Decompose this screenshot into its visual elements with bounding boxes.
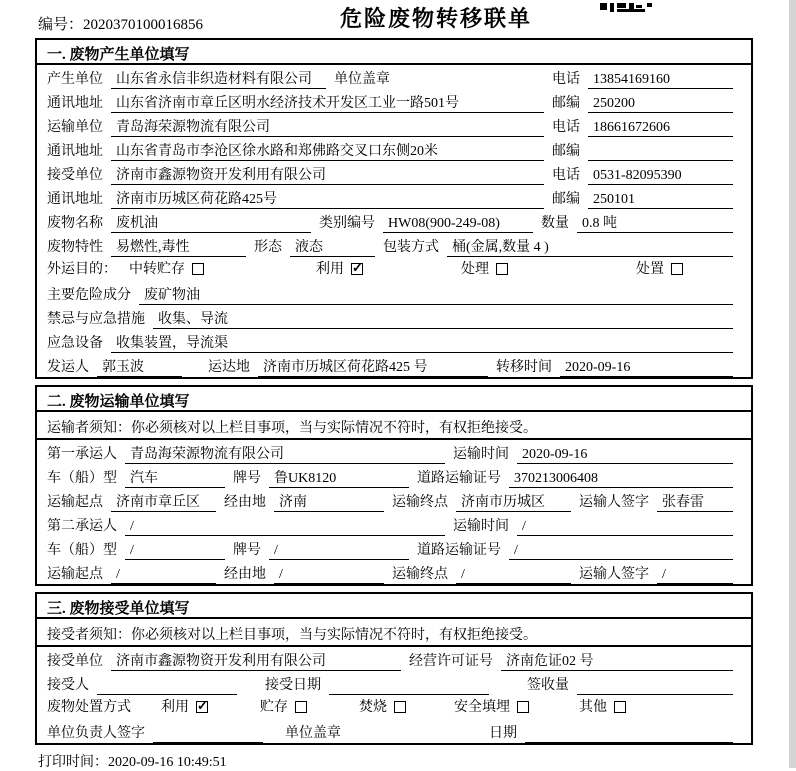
zip-label: 邮编: [552, 96, 580, 111]
manifest-form: [35, 38, 753, 745]
trait-label: 废物特性: [47, 240, 103, 255]
row-waste-trait: [37, 233, 751, 257]
sign2-value: /: [657, 566, 733, 584]
end-label: 运输终点: [392, 495, 448, 510]
checkbox-disposal-store: [295, 701, 307, 713]
checkbox-disposal-incinerate: [394, 701, 406, 713]
receive-date-label: 接受日期: [265, 678, 321, 693]
disposal-option-label: 贮存: [260, 699, 288, 715]
disposal-option-incinerate: [359, 698, 406, 717]
section-transporter-heading: 二. 废物运输单位填写: [37, 387, 751, 412]
produce-address-value: 山东省济南市章丘区明水经济技术开发区工业一路501号: [111, 95, 544, 113]
transport-zip-value: [588, 144, 733, 161]
destination-label: 运达地: [208, 360, 250, 375]
unit-seal-label: 单位盖章: [334, 72, 390, 87]
license1-value: 370213006408: [509, 470, 733, 488]
receive-zip-value: 250101: [588, 191, 733, 209]
destination-value: 济南市历城区荷花路425 号: [258, 359, 488, 377]
transfer-time-value: 2020-09-16: [560, 359, 733, 377]
hazard-value: 废矿物油: [139, 287, 733, 305]
row-purpose: [37, 257, 751, 281]
checkbox-disposal-utilize: [196, 701, 208, 713]
permit-value: 济南危证02 号: [501, 653, 733, 671]
hazard-label: 主要危险成分: [47, 288, 131, 303]
disposal-option-other: [579, 698, 626, 717]
row-receive-unit: [37, 161, 751, 185]
purpose-option-transfer-storage: [129, 260, 204, 279]
date-label: 日期: [489, 726, 517, 741]
via2-value: /: [274, 566, 384, 584]
serial-number: 2020370100016856: [83, 17, 204, 33]
vehicle-label: 车（船）型: [47, 471, 117, 486]
row-taboo: [37, 305, 751, 329]
equipment-label: 应急设备: [47, 336, 103, 351]
row-route1: [37, 488, 751, 512]
consignor-label: 发运人: [47, 360, 89, 375]
carrier2-value: /: [125, 518, 445, 536]
transporter-notice: 运输者须知：你必须核对以上栏目事项，当与实际情况不符时，有权拒绝接受。: [37, 412, 751, 440]
section-producer: [35, 38, 753, 379]
plate1-value: 鲁UK8120: [269, 470, 409, 488]
produce-unit-value: 山东省永信非织造材料有限公司: [111, 71, 326, 89]
plate-label: 牌号: [233, 543, 261, 558]
end-label: 运输终点: [392, 567, 448, 582]
carrier2-label: 第二承运人: [47, 519, 117, 534]
receiver-value: [97, 678, 237, 695]
via-label: 经由地: [224, 495, 266, 510]
chief-sign-value: [153, 726, 263, 743]
form-state-value: 液态: [290, 239, 375, 257]
zip-label: 邮编: [552, 144, 580, 159]
end1-value: 济南市历城区: [456, 494, 571, 512]
origin-label: 运输起点: [47, 567, 103, 582]
address-label: 通讯地址: [47, 144, 103, 159]
quantity-label: 数量: [541, 216, 569, 231]
row-consignor: [37, 353, 751, 377]
row-waste-name: [37, 209, 751, 233]
origin-label: 运输起点: [47, 495, 103, 510]
page-title: 危险废物转移联单: [339, 6, 532, 31]
receiver-label: 接受人: [47, 678, 89, 693]
origin1-value: 济南市章丘区: [111, 494, 216, 512]
row-chief-sign: [37, 719, 751, 743]
row-produce-address: [37, 89, 751, 113]
section-receiver-heading: 三. 废物接受单位填写: [37, 594, 751, 619]
purpose-option-treat: [461, 260, 508, 279]
page-edge-shadow: [789, 0, 796, 768]
row-carrier1: [37, 440, 751, 464]
plate-label: 牌号: [233, 471, 261, 486]
package-label: 包装方式: [383, 240, 439, 255]
package-value: 桶(金属,数量 4 ): [447, 239, 733, 257]
disposal-label: 废物处置方式: [47, 699, 131, 715]
transport-time1-value: 2020-09-16: [517, 446, 733, 464]
unit-seal-label: 单位盖章: [285, 726, 341, 741]
section-receiver: [35, 592, 753, 745]
receive-phone-value: 0531-82095390: [588, 167, 733, 185]
serial-label: 编号：: [38, 17, 84, 33]
row-hazard: [37, 281, 751, 305]
date-value: [525, 726, 733, 743]
row-receiver-unit: [37, 647, 751, 671]
vehicle1-value: 汽车: [125, 470, 225, 488]
taboo-value: 收集、导流: [153, 311, 733, 329]
plate2-value: /: [269, 542, 409, 560]
disposal-option-utilize: [161, 698, 208, 717]
section-producer-heading: 一. 废物产生单位填写: [37, 40, 751, 65]
row-transport-address: [37, 137, 751, 161]
transport-unit-value: 青岛海荣源物流有限公司: [111, 119, 544, 137]
purpose-option-dispose: [636, 260, 683, 279]
transport-time-label: 运输时间: [453, 447, 509, 462]
purpose-option-utilize: [316, 260, 363, 279]
vehicle-label: 车（船）型: [47, 543, 117, 558]
quantity-value: 0.8 吨: [577, 215, 733, 233]
checkbox-disposal-other: [614, 701, 626, 713]
transport-time-label: 运输时间: [453, 519, 509, 534]
disposal-option-landfill: [454, 698, 529, 717]
carrier1-value: 青岛海荣源物流有限公司: [125, 446, 445, 464]
disposal-option-label: 焚烧: [359, 699, 387, 715]
transfer-time-label: 转移时间: [496, 360, 552, 375]
print-time-label: 打印时间：: [38, 755, 108, 770]
zip-label: 邮编: [552, 192, 580, 207]
carrier1-label: 第一承运人: [47, 447, 117, 462]
address-label: 通讯地址: [47, 96, 103, 111]
disposal-option-store: [260, 698, 307, 717]
origin2-value: /: [111, 566, 216, 584]
phone-label: 电话: [552, 72, 580, 87]
purpose-option-label: 处置: [636, 261, 664, 277]
row-produce-unit: [37, 65, 751, 89]
sign1-value: 张春雷: [657, 494, 733, 512]
purpose-option-label: 中转贮存: [129, 261, 185, 277]
checkbox-disposal-landfill: [517, 701, 529, 713]
category-code-value: HW08(900-249-08): [383, 215, 533, 233]
checkbox-utilize: [351, 263, 363, 275]
document-header: [0, 0, 796, 38]
produce-phone-value: 13854169160: [588, 71, 733, 89]
transport-address-value: 山东省青岛市李沧区徐水路和郑佛路交叉口东侧20米: [111, 143, 544, 161]
disposal-option-label: 利用: [161, 699, 189, 715]
row-transport-unit: [37, 113, 751, 137]
print-time-value: 2020-09-16 10:49:51: [108, 755, 227, 770]
checkbox-transfer-storage: [192, 263, 204, 275]
chief-sign-label: 单位负责人签字: [47, 726, 145, 741]
phone-label: 电话: [552, 120, 580, 135]
sign-qty-label: 签收量: [527, 678, 569, 693]
row-equipment: [37, 329, 751, 353]
qr-code-icon: [600, 0, 652, 10]
purpose-option-label: 处理: [461, 261, 489, 277]
transport-unit-label: 运输单位: [47, 120, 103, 135]
transport-time2-value: /: [517, 518, 733, 536]
form-label: 形态: [254, 240, 282, 255]
row-vehicle1: [37, 464, 751, 488]
receive-unit-label: 接受单位: [47, 654, 103, 669]
category-label: 类别编号: [319, 216, 375, 231]
produce-unit-label: 产生单位: [47, 72, 103, 87]
sign-qty-value: [577, 678, 733, 695]
address-label: 通讯地址: [47, 192, 103, 207]
transport-phone-value: 18661672606: [588, 119, 733, 137]
checkbox-treat: [496, 263, 508, 275]
license-label: 道路运输证号: [417, 471, 501, 486]
license2-value: /: [509, 542, 733, 560]
produce-zip-value: 250200: [588, 95, 733, 113]
row-disposal: [37, 695, 751, 719]
equipment-value: 收集装置，导流渠: [111, 335, 733, 353]
consignor-value: 郭玉波: [97, 359, 182, 377]
permit-label: 经营许可证号: [409, 654, 493, 669]
row-vehicle2: [37, 536, 751, 560]
section-transporter: [35, 385, 753, 586]
via-label: 经由地: [224, 567, 266, 582]
trait-value: 易燃性,毒性: [111, 239, 246, 257]
purpose-label: 外运目的：: [47, 261, 117, 277]
license-label: 道路运输证号: [417, 543, 501, 558]
disposal-option-label: 其他: [579, 699, 607, 715]
receive-date-value: [329, 678, 489, 695]
sign-label: 运输人签字: [579, 567, 649, 582]
row-carrier2: [37, 512, 751, 536]
disposal-option-label: 安全填埋: [454, 699, 510, 715]
waste-name-label: 废物名称: [47, 216, 103, 231]
taboo-label: 禁忌与应急措施: [47, 312, 145, 327]
end2-value: /: [456, 566, 571, 584]
checkbox-dispose: [671, 263, 683, 275]
receive-unit-label: 接受单位: [47, 168, 103, 183]
receiver-unit-value: 济南市鑫源物资开发利用有限公司: [111, 653, 401, 671]
via1-value: 济南: [274, 494, 384, 512]
receive-address-value: 济南市历城区荷花路425号: [111, 191, 544, 209]
receiver-notice: 接受者须知：你必须核对以上栏目事项，当与实际情况不符时，有权拒绝接受。: [37, 619, 751, 647]
phone-label: 电话: [552, 168, 580, 183]
sign-label: 运输人签字: [579, 495, 649, 510]
print-time-line: [0, 751, 796, 771]
waste-name-value: 废机油: [111, 215, 311, 233]
row-route2: [37, 560, 751, 584]
row-receiver-person: [37, 671, 751, 695]
vehicle2-value: /: [125, 542, 225, 560]
purpose-option-label: 利用: [316, 261, 344, 277]
row-receive-address: [37, 185, 751, 209]
receive-unit-value: 济南市鑫源物资开发利用有限公司: [111, 167, 544, 185]
